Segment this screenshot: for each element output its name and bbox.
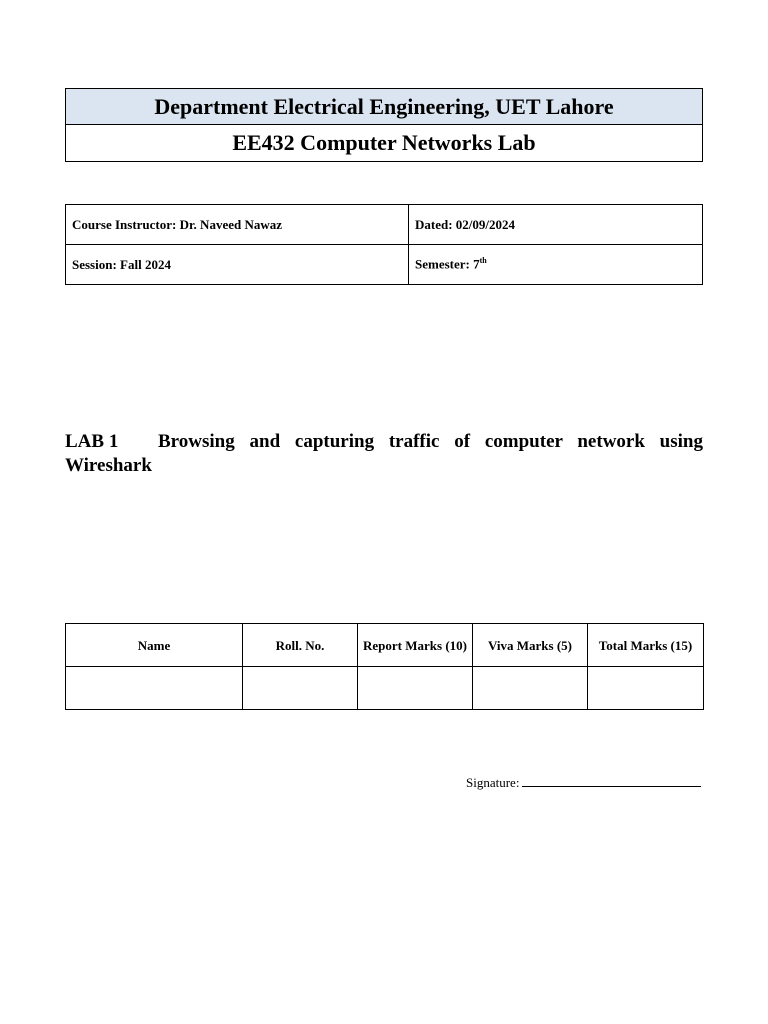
course-info-table bbox=[65, 204, 703, 285]
header-name: Name bbox=[66, 624, 243, 667]
lab-title-text: Browsing and capturing traffic of computer network using Wireshark bbox=[65, 431, 703, 476]
signature-line[interactable] bbox=[522, 773, 701, 787]
instructor-cell: Course Instructor: Dr. Naveed Nawaz bbox=[66, 205, 409, 245]
viva-marks-field[interactable] bbox=[473, 667, 588, 710]
report-marks-field[interactable] bbox=[358, 667, 473, 710]
total-marks-field[interactable] bbox=[588, 667, 704, 710]
semester-suffix: th bbox=[479, 256, 487, 266]
header-viva-marks: Viva Marks (5) bbox=[473, 624, 588, 667]
marks-table bbox=[65, 623, 704, 710]
roll-no-field[interactable] bbox=[243, 667, 358, 710]
header-total-marks: Total Marks (15) bbox=[588, 624, 704, 667]
dated-cell: Dated: 02/09/2024 bbox=[409, 205, 703, 245]
header-report-marks: Report Marks (10) bbox=[358, 624, 473, 667]
session-cell: Session: Fall 2024 bbox=[66, 245, 409, 285]
signature-block bbox=[466, 773, 701, 791]
semester-cell bbox=[409, 245, 703, 285]
name-field[interactable] bbox=[66, 667, 243, 710]
department-title: Department Electrical Engineering, UET Lahore bbox=[66, 89, 703, 125]
lab-heading bbox=[65, 430, 703, 478]
course-title: EE432 Computer Networks Lab bbox=[66, 125, 703, 162]
lab-number: LAB 1 bbox=[65, 431, 119, 452]
header-table bbox=[65, 88, 703, 162]
signature-label: Signature: bbox=[466, 775, 520, 790]
header-roll-no: Roll. No. bbox=[243, 624, 358, 667]
semester-label: Semester: 7 bbox=[415, 256, 480, 272]
